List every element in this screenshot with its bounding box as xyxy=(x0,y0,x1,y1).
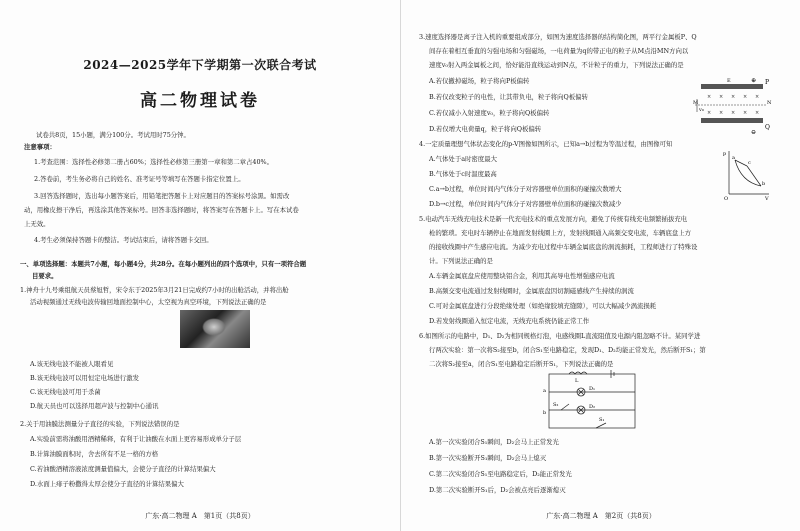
lamp-d1-label: D₁ xyxy=(589,386,596,392)
svg-text:×: × xyxy=(743,94,748,100)
v-axis-label: V xyxy=(765,196,769,200)
origin-label: O xyxy=(724,196,729,200)
question-1-option: C.该无线电波可用于杀菌 xyxy=(30,388,101,396)
notice-line: 4.考生必须保持答题卡的整洁。考试结束后，请将答题卡交回。 xyxy=(34,236,213,244)
question-6-option: A.第一次实验闭合S₁瞬间，D₂会马上正常发光 xyxy=(429,438,559,446)
svg-text:×: × xyxy=(731,94,736,100)
question-6-option: B.第一次实验断开S₁瞬间，D₂会马上熄灭 xyxy=(429,454,547,462)
question-4-stem: 4.一定质量理想气体状态变化的p-V图像如图所示，已知a→b过程为等温过程，由图像可知 xyxy=(419,140,673,148)
page-footer: 广东·高二物理 A 第1页（共8页） xyxy=(145,512,255,520)
question-3-option: A.若仅撤掉磁场，粒子将向P板偏转 xyxy=(429,77,530,85)
exam-page-2 xyxy=(400,0,800,531)
inductor-label: L xyxy=(575,378,579,384)
state-a-label: a xyxy=(732,155,735,161)
question-3-stem: 间存在着相互垂直的匀强电场和匀强磁场，一电荷量为q的带正电的粒子从M点沿MN方向以 xyxy=(429,47,689,55)
point-n-label: N xyxy=(767,100,772,106)
question-3-option: C.若仅减小入射速度v₀，粒子将向Q板偏转 xyxy=(429,109,550,117)
svg-text:×: × xyxy=(719,110,724,116)
plus-sign: ⊕ xyxy=(751,77,757,84)
question-2-option: B.计算油膜面积时，舍去所有不足一格的方格 xyxy=(30,450,159,458)
spacewalk-photo xyxy=(180,310,250,348)
svg-text:×: × xyxy=(719,94,724,100)
notice-heading: 注意事项： xyxy=(24,143,56,151)
terminal-a-label: a xyxy=(543,388,546,394)
question-3-stem: 速度v₀射入两金属板之间，恰好能沿直线运动到N点，不计粒子的重力，下列说法正确的是 xyxy=(429,61,684,69)
question-2-stem: 2.关于用油膜法测量分子直径的实验，下列说法错误的是 xyxy=(20,420,180,428)
question-6-stem: 6.如图所示的电路中，D₁、D₂为相同规格灯泡，电感线圈L直流阻值及电源内阻忽略不计。某同学进 xyxy=(419,332,701,340)
pv-diagram xyxy=(723,148,771,200)
switch-s2-label: S₂ xyxy=(553,402,559,408)
velocity-label: v₀ xyxy=(699,107,704,113)
notice-line: 动，用橡皮擦干净后，再选涂其他答案标号。回答非选择题时，将答案写在答题卡上。写在本试卷 xyxy=(24,206,299,214)
question-4-option: C.a→b过程，单位时间内气体分子对容器壁单位面积的碰撞次数增大 xyxy=(429,185,622,193)
question-4-option: D.b→c过程，单位时间内气体分子对容器壁单位面积的碰撞次数减少 xyxy=(429,200,622,208)
question-4-option: A.气体处于a时密度最大 xyxy=(429,155,497,163)
question-3-option: D.若仅增大电荷量q，粒子将向Q板偏转 xyxy=(429,125,542,133)
plate-p xyxy=(701,84,763,89)
question-6-stem: 行两次实验：第一次将S₂接至b，闭合S₁至电路稳定，发现D₁、D₂均能正常发光，然后断开S₁；第 xyxy=(429,346,706,354)
question-1-stem: 活动视频通过无线电波传输回地面控制中心，太空视为真空环境，下列说法正确的是 xyxy=(30,298,267,306)
exam-intro: 试卷共8页，15小题，满分100分。考试用时75分钟。 xyxy=(36,131,190,139)
section-heading: 一、单项选择题：本题共7小题，每小题4分，共28分。在每小题列出的四个选项中，只有一项符合题 xyxy=(20,260,307,268)
question-4-option: B.气体处于c时温度最高 xyxy=(429,170,497,178)
p-axis-label: p xyxy=(723,151,727,157)
question-5-stem: 计。下列说法正确的是 xyxy=(429,257,493,265)
exam-title: 2024—2025学年下学期第一次联合考试 xyxy=(83,58,317,72)
plate-p-label: P xyxy=(765,79,770,86)
question-3-stem: 3.速度选择器是离子注入机的重要组成部分，如图为速度选择器的结构简化图，两平行金属板P、Q xyxy=(419,33,697,41)
subject-title: 高二物理试卷 xyxy=(140,91,260,111)
lamp-d2-label: D₂ xyxy=(589,404,596,410)
question-6-option: C.第二次实验闭合S₁至电路稳定后，D₂能正常发光 xyxy=(429,470,572,478)
point-m-label: M xyxy=(693,100,699,106)
field-e-label: E xyxy=(727,78,731,84)
question-5-option: C.可对金属底盘进行分段绝缘处理（如绝缘胶填充缝隙），可以大幅减少涡流损耗 xyxy=(429,302,657,310)
svg-text:×: × xyxy=(731,110,736,116)
question-2-option: D.水面上痱子粉撒得太厚会使分子直径的计算结果偏大 xyxy=(30,480,184,488)
question-5-option: D.若发射线圈通入恒定电流，无线充电系统仍能正常工作 xyxy=(429,317,590,325)
velocity-selector-diagram xyxy=(693,74,773,136)
notice-line: 2.答卷前，考生务必将自己的姓名、准考证号等填写在答题卡指定位置上。 xyxy=(34,175,245,183)
plate-q xyxy=(701,118,763,123)
svg-text:×: × xyxy=(707,94,712,100)
circuit-diagram xyxy=(541,368,641,434)
notice-line: 1.考查范围：选择性必修第二册占60%；选择性必修第三册第一章和第二章占40%。 xyxy=(34,158,274,166)
switch-s1-label: S₁ xyxy=(599,417,605,423)
notice-line: 上无效。 xyxy=(24,220,50,228)
svg-text:×: × xyxy=(707,110,712,116)
question-1-stem: 1.神舟十九号乘组航天员蔡旭哲，宋令东于2025年3月21日完成约7小时的出舱活动，并将出舱 xyxy=(20,286,289,294)
state-c-label: c xyxy=(748,160,751,166)
page-footer: 广东·高二物理 A 第2页（共8页） xyxy=(546,512,656,520)
svg-text:×: × xyxy=(755,110,760,116)
question-5-stem: 的接收线圈中产生感应电流。为减少充电过程中车辆金属底盘的涡流损耗，工程师进行了特殊设 xyxy=(429,243,698,251)
minus-sign: ⊖ xyxy=(751,129,757,136)
question-1-option: D.航天员也可以选择用超声波与控制中心通讯 xyxy=(30,402,159,410)
question-5-option: B.高频交变电流通过发射线圈时，金属底盘因切割磁感线产生持续的涡流 xyxy=(429,287,634,295)
question-3-option: B.若仅改变粒子的电性，让其带负电，粒子将向Q板偏转 xyxy=(429,93,588,101)
question-1-option: B.该无线电波可以用恒定电场进行激发 xyxy=(30,374,139,382)
question-6-option: D.第二次实验断开S₁后，D₂会被点亮后逐渐熄灭 xyxy=(429,486,566,494)
svg-text:×: × xyxy=(755,94,760,100)
state-b-label: b xyxy=(762,181,766,187)
question-6-stem: 二次将S₂接至a，闭合S₁至电路稳定后断开S₁，下列说法正确的是 xyxy=(429,360,614,368)
question-1-option: A.该无线电波不能被人眼看见 xyxy=(30,360,114,368)
svg-text:×: × xyxy=(743,110,748,116)
section-heading: 目要求。 xyxy=(32,272,58,280)
question-2-option: C.若油酸酒精溶液浓度测量值偏大，会使分子直径的计算结果偏大 xyxy=(30,465,216,473)
question-5-stem: 枪的繁琐。充电时车辆停止在地面发射线圈上方，发射线圈通入高频交变电流，车辆底盘上方 xyxy=(429,229,692,237)
terminal-b-label: b xyxy=(543,410,547,416)
question-2-option: A.实验前需将油酸用酒精稀释，有利于让油酸在水面上更容易形成单分子层 xyxy=(30,435,242,443)
question-5-option: A.车辆金属底盘应使用整块铝合金，利用其高导电性增强感应电流 xyxy=(429,272,615,280)
plate-q-label: Q xyxy=(765,124,770,131)
notice-line: 3.回答选择题时，选出每小题答案后，用铅笔把答题卡上对应题目的答案标号涂黑。如需改 xyxy=(34,192,290,200)
question-5-stem: 5.电动汽车无线充电技术是新一代充电技术的重点发展方向，避免了传统有线充电频繁插拔充电 xyxy=(419,215,688,223)
